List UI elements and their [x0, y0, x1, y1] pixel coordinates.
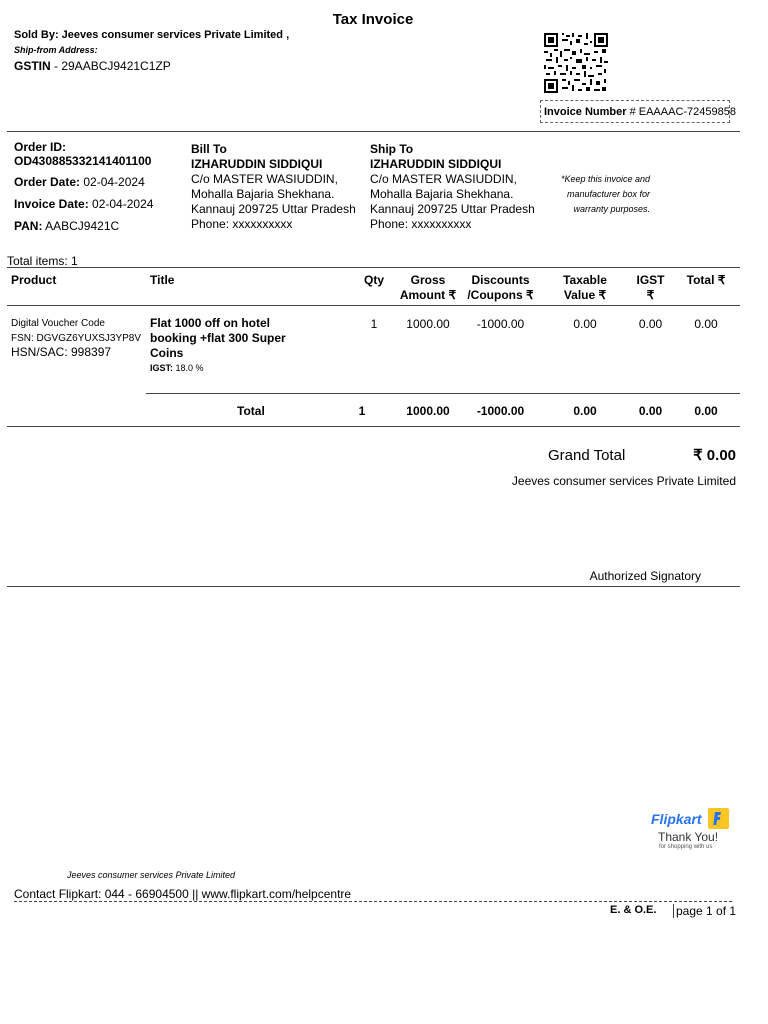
ship-from-label: Ship-from Address: — [14, 45, 98, 55]
signatory-divider — [7, 586, 740, 587]
col-header-gross-1: Gross — [410, 273, 446, 287]
bill-to-heading: Bill To — [191, 142, 227, 156]
authorized-signatory: Authorized Signatory — [589, 569, 701, 583]
ship-to-name: IZHARUDDIN SIDDIQUI — [370, 157, 502, 171]
gstin — [14, 59, 171, 73]
col-header-disc-1: Discounts — [471, 273, 530, 287]
row-igst: 0.00 — [638, 317, 663, 331]
flipkart-logo — [650, 807, 740, 855]
grand-total-label: Grand Total — [548, 447, 626, 464]
ship-to-line1: C/o MASTER WASIUDDIN, — [370, 172, 517, 186]
order-date-label: Order Date: — [14, 175, 81, 189]
invoice-date — [14, 197, 153, 211]
order-date — [14, 175, 145, 189]
pan — [14, 219, 119, 233]
logo-brand: Flipkart — [651, 811, 702, 827]
totals-discount: -1000.00 — [476, 404, 525, 418]
table-top-border — [7, 267, 740, 268]
row-total: 0.00 — [694, 317, 718, 331]
invoice-number-value: # EAAAAC-72459858 — [626, 106, 736, 118]
gstin-value: - 29AABCJ9421C1ZP — [50, 59, 171, 73]
table-row-product — [11, 318, 141, 359]
warranty-note-line1: *Keep this invoice and — [560, 174, 650, 184]
footer-eoe: E. & O.E. — [610, 904, 657, 916]
col-header-discounts — [463, 273, 538, 303]
totals-divider — [146, 393, 740, 394]
pan-label: PAN: — [14, 219, 43, 233]
bill-to-name: IZHARUDDIN SIDDIQUI — [191, 157, 323, 171]
table-header-border — [7, 305, 740, 306]
col-header-qty: Qty — [363, 273, 384, 287]
divider — [7, 131, 740, 132]
totals-label: Total — [237, 404, 265, 418]
bill-to-line3: Kannauj 209725 Uttar Pradesh — [191, 202, 356, 216]
logo-subline: for shopping with us — [659, 844, 713, 850]
col-header-igst-1: IGST — [636, 273, 665, 287]
invoice-date-value: 02-04-2024 — [88, 197, 154, 211]
igst-rate-label: IGST: — [150, 363, 174, 373]
col-header-product: Product — [11, 273, 57, 287]
col-header-igst — [628, 273, 673, 303]
col-header-title: Title — [150, 273, 175, 287]
col-header-taxable-1: Taxable — [563, 273, 607, 287]
product-fsn: FSN: DGVGZ6YUXSJ3YP8V — [11, 333, 142, 344]
footer-contact: Contact Flipkart: 044 - 66904500 || www.flipkart.com/helpcentre — [14, 887, 352, 901]
footer-divider — [14, 901, 732, 902]
totals-igst: 0.00 — [638, 404, 663, 418]
table-bottom-border — [7, 426, 740, 427]
grand-total-value: ₹ 0.00 — [693, 447, 736, 464]
invoice-date-label: Invoice Date: — [14, 197, 89, 211]
col-header-disc-2: /Coupons ₹ — [467, 288, 534, 302]
pan-value: AABCJ9421C — [42, 219, 120, 233]
col-header-igst-2: ₹ — [646, 288, 655, 302]
col-header-taxable — [550, 273, 620, 303]
col-header-taxable-2: Value ₹ — [563, 288, 607, 302]
bill-to-phone: Phone: xxxxxxxxxx — [191, 217, 293, 231]
bill-to-block — [191, 142, 356, 232]
col-header-gross-2: Amount ₹ — [399, 288, 457, 302]
ship-to-heading: Ship To — [370, 142, 414, 156]
row-discount: -1000.00 — [476, 317, 525, 331]
logo-tagline: Thank You! — [658, 830, 719, 844]
table-row-title — [150, 316, 315, 373]
footer-page: page 1 of 1 — [673, 904, 736, 918]
ship-to-block — [370, 142, 535, 232]
product-hsn: HSN/SAC: 998397 — [11, 345, 112, 359]
product-name: Digital Voucher Code — [11, 318, 105, 329]
invoice-number-box — [540, 100, 736, 123]
warranty-note — [530, 172, 650, 217]
totals-taxable: 0.00 — [573, 404, 597, 418]
gstin-label: GSTIN — [14, 59, 51, 73]
total-items: Total items: 1 — [7, 254, 78, 268]
igst-rate-value: 18.0 % — [173, 363, 204, 373]
order-id-label: Order ID: — [14, 140, 67, 154]
order-date-value: 02-04-2024 — [80, 175, 145, 189]
totals-qty: 1 — [358, 404, 366, 418]
totals-gross: 1000.00 — [406, 404, 450, 418]
flipkart-badge-icon — [708, 808, 729, 829]
footer-company: Jeeves consumer services Private Limited — [67, 870, 236, 880]
bill-to-line1: C/o MASTER WASIUDDIN, — [191, 172, 338, 186]
row-qty: 1 — [370, 317, 378, 331]
bill-to-line2: Mohalla Bajaria Shekhana. — [191, 187, 335, 201]
title-line1: Flat 1000 off on hotel — [150, 316, 271, 330]
ship-to-phone: Phone: xxxxxxxxxx — [370, 217, 472, 231]
igst-rate — [150, 363, 315, 373]
invoice-number-label: Invoice Number — [544, 106, 627, 118]
ship-to-line3: Kannauj 209725 Uttar Pradesh — [370, 202, 535, 216]
grand-total-seller: Jeeves consumer services Private Limited — [511, 474, 736, 488]
col-header-total: Total ₹ — [686, 273, 726, 287]
title-line3: Coins — [150, 346, 184, 360]
warranty-note-line2: manufacturer box for — [566, 189, 650, 199]
warranty-note-line3: warranty purposes. — [573, 204, 650, 214]
title-line2: booking +flat 300 Super — [150, 331, 286, 345]
col-header-gross — [393, 273, 463, 303]
ship-to-line2: Mohalla Bajaria Shekhana. — [370, 187, 514, 201]
page-title: Tax Invoice — [332, 11, 414, 28]
sold-by: Sold By: Jeeves consumer services Private Limited , — [14, 29, 290, 41]
row-taxable: 0.00 — [573, 317, 597, 331]
order-id: OD430885332141401100 — [14, 154, 152, 168]
qr-code-icon — [544, 33, 608, 93]
totals-total: 0.00 — [694, 404, 718, 418]
row-gross: 1000.00 — [406, 317, 450, 331]
